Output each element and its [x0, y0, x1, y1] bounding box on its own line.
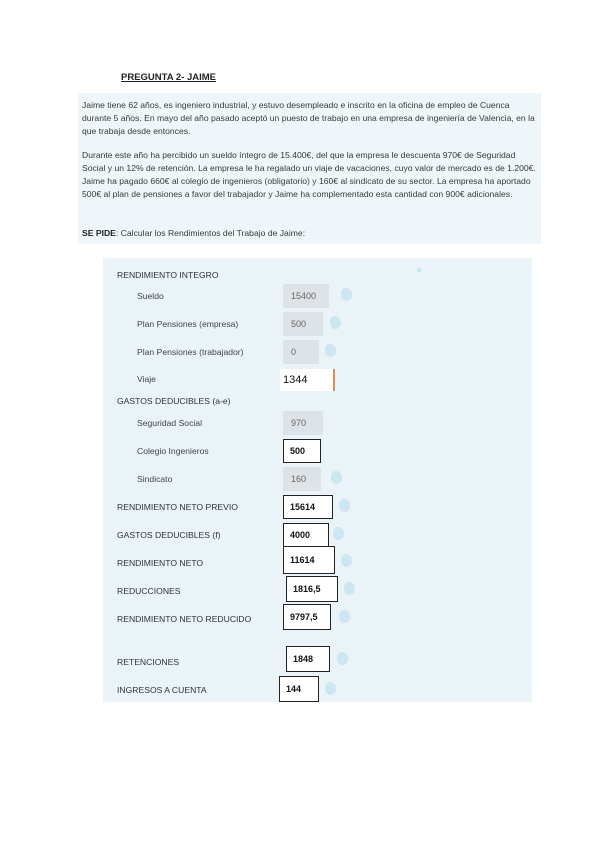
sueldo-label: Sueldo — [137, 291, 164, 301]
reducciones-value: 1816,5 — [286, 576, 338, 602]
neto-previo-label: RENDIMIENTO NETO PREVIO — [117, 502, 238, 512]
question-title: PREGUNTA 2- JAIME — [121, 72, 217, 83]
plan-empresa-label: Plan Pensiones (empresa) — [137, 319, 239, 329]
plan-trabajador-label: Plan Pensiones (trabajador) — [137, 347, 244, 357]
viaje-label: Viaje — [137, 374, 156, 384]
reducciones-label: REDUCCIONES — [117, 586, 181, 596]
ingresos-label: INGRESOS A CUENTA — [117, 685, 207, 695]
gastos-f-value: 4000 — [283, 523, 329, 547]
seguridad-social-value: 970 — [283, 411, 323, 435]
gastos-ae-heading: GASTOS DEDUCIBLES (a-e) — [117, 396, 231, 406]
se-pide-line — [82, 227, 540, 240]
decorative-blob — [339, 610, 350, 623]
neto-reducido-label: RENDIMIENTO NETO REDUCIDO — [117, 614, 252, 624]
retenciones-value: 1848 — [286, 646, 330, 672]
statement-paragraph-1: Jaime tiene 62 años, es ingeniero industrial, y estuvo desempleado e inscrito en la oficina de empleo de Cuenca durante 5 años. En mayo del año pasado aceptó un puesto de trabajo en una empresa de ingeniería de Valencia, en la que trabaja desde entonces. — [82, 100, 535, 136]
se-pide-text: : Calcular los Rendimientos del Trabajo de Jaime: — [115, 228, 306, 238]
decorative-dot — [417, 268, 421, 272]
plan-empresa-value: 500 — [283, 312, 323, 336]
decorative-blob — [341, 554, 352, 567]
viaje-value: 1344 — [280, 369, 335, 391]
decorative-blob — [344, 582, 355, 595]
neto-value: 11614 — [283, 546, 335, 574]
retenciones-label: RETENCIONES — [117, 657, 180, 667]
neto-previo-value: 15614 — [283, 495, 333, 519]
decorative-blob — [330, 316, 341, 329]
sindicato-value: 160 — [283, 467, 321, 491]
decorative-blob — [339, 499, 350, 512]
neto-reducido-value: 9797,5 — [283, 604, 331, 630]
colegio-value: 500 — [283, 439, 321, 463]
decorative-blob — [341, 288, 352, 301]
plan-trabajador-value: 0 — [283, 340, 319, 364]
sueldo-value: 15400 — [283, 284, 329, 308]
question-statement — [78, 93, 541, 244]
decorative-blob — [333, 527, 344, 540]
decorative-blob — [325, 682, 336, 695]
answer-panel — [103, 258, 532, 702]
gastos-f-label: GASTOS DEDUCIBLES (f) — [117, 530, 221, 540]
decorative-blob — [325, 344, 336, 357]
se-pide-label: SE PIDE — [82, 228, 116, 238]
sindicato-label: Sindicato — [137, 474, 173, 484]
decorative-blob — [337, 652, 348, 665]
ingresos-value: 144 — [279, 676, 319, 702]
statement-paragraph-2: Durante este año ha percibido un sueldo íntegro de 15.400€, del que la empresa le descuenta 970€ de Seguridad Social y un 12% de retención. La empresa le ha regalado un viaje de vacaciones, cuyo valor de mercado es de 1.200€. Jaime ha pagado 660€ al colegio de ingenieros (obligatorio) y 160€ al sindicato de su sector. La empresa ha aportado 500€ al plan de pensiones a favor del trabajador y Jaime ha complementado esta cantidad con 900€ adicionales. — [82, 150, 536, 199]
rendimiento-integro-heading: RENDIMIENTO INTEGRO — [117, 270, 219, 280]
seguridad-social-label: Seguridad Social — [137, 418, 202, 428]
decorative-blob — [331, 471, 342, 484]
colegio-label: Colegio Ingenieros — [137, 446, 209, 456]
neto-label: RENDIMIENTO NETO — [117, 558, 204, 568]
